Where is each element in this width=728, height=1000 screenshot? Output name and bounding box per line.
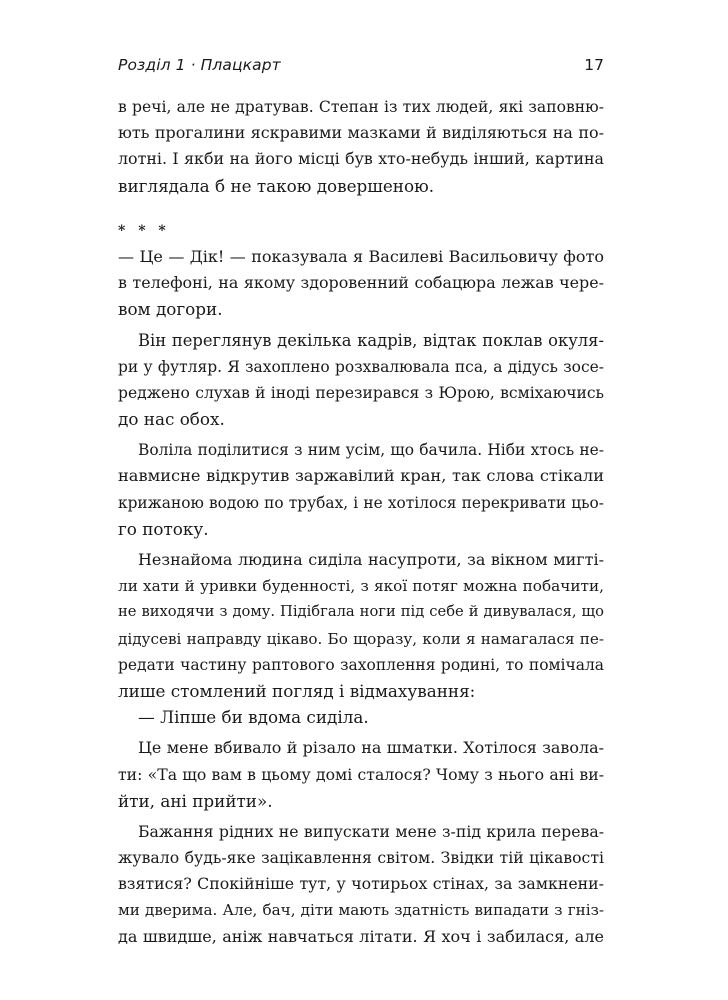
text-line: Це мене вбивало й різало на шматки. Хотілося завола- [138, 738, 604, 758]
text-line: йти, ані прийти». [118, 790, 273, 811]
text-line: ти: «Та що вам в цьому домі сталося? Чому з нього ані ви- [118, 764, 604, 784]
paragraph [118, 437, 604, 542]
text-line: лише стомлений погляд і відмахування: [118, 680, 476, 701]
text-line: вом догори. [118, 299, 223, 320]
paragraph [118, 94, 604, 199]
text-line: жувало будь-яке зацікавлення світом. Звідки тій цікавості [118, 848, 604, 868]
text-line: — Це — Дік! — показувала я Василеві Васильовичу фото [118, 246, 604, 266]
text-line: ми дверима. Але, бач, діти мають здатність випадати з гніз- [118, 901, 604, 920]
text-line: Воліла поділитися з ним усім, що бачила. Ніби хтось не- [138, 441, 604, 460]
text-line: го потоку. [118, 518, 209, 539]
text-line: ють прогалини яскравими мазками й виділяються на по- [118, 123, 604, 143]
text-line: не виходячи з дому. Підібгала ноги під себе й дивувалася, що [118, 603, 604, 621]
text-line: ли хати й уривки буденності, з якої потяг можна побачити, [118, 577, 604, 596]
text-line: в телефоні, на якому здоровенний собацюра лежав чере- [118, 273, 604, 293]
text-line: взятися? Спокійніше тут, у чотирьох стінах, за замкнени- [118, 874, 604, 894]
text-line: Він переглянув декілька кадрів, відтак поклав окуля- [138, 330, 604, 350]
paragraph [118, 547, 604, 704]
text-line: навмисне відкрутив заржавілий кран, так слова стікали [118, 466, 604, 486]
text-line: виглядала б не такою довершеною. [118, 175, 435, 196]
text-line: Незнайома людина сиділа насупроти, за вікном мигті- [138, 550, 604, 569]
text-line: до нас обох. [118, 409, 225, 430]
paragraph [118, 735, 604, 814]
section-break-asterism: * * * [118, 222, 170, 239]
text-line: редати частину раптового захоплення родині, то помічала [118, 655, 604, 674]
text-line: ри у футляр. Я захоплено розхвалювала пса, а дідусь зосе- [118, 357, 604, 376]
paragraph [118, 244, 604, 323]
text-line: — Ліпше би вдома сиділа. [138, 707, 369, 728]
running-head [118, 56, 604, 80]
text-line: Бажання рідних не випускати мене з-під крила перева- [138, 821, 604, 841]
text-line: в речі, але не дратував. Степан із тих людей, які заповню- [118, 98, 604, 116]
text-line: да швидше, аніж навчаться літати. Я хоч і забилася, але [118, 926, 604, 946]
body-text [118, 94, 604, 950]
paragraph [118, 328, 604, 433]
text-line: крижаною водою по трубах, і не хотілося перекривати цьо- [118, 493, 604, 512]
paragraph [118, 819, 604, 950]
paragraph [118, 704, 604, 730]
page-number: 17 [584, 56, 604, 74]
text-line: дідусеві направду цікаво. Бо щоразу, коли я намагалася пе- [118, 629, 604, 648]
text-line: реджено слухав й іноді перезирався з Юрою, всміхаючись [118, 383, 604, 402]
chapter-title: Розділ 1 · Плацкарт [118, 56, 281, 74]
text-line: лотні. І якби на його місці був хто-небудь інший, картина [118, 149, 604, 169]
